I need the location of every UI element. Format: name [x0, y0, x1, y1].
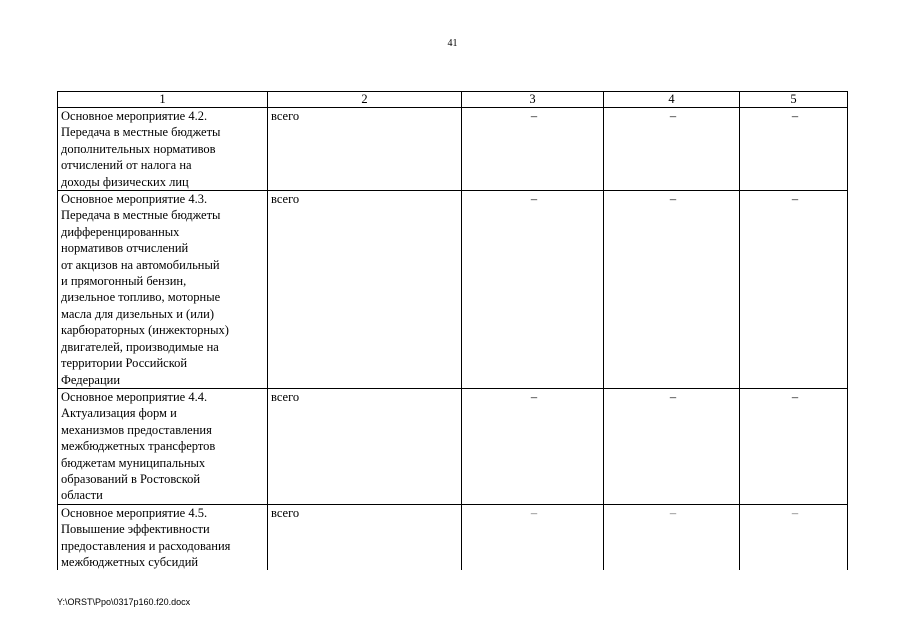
value-cell: –	[740, 504, 848, 570]
value-cell: –	[740, 108, 848, 191]
column-header: 1	[58, 92, 268, 108]
column-header: 5	[740, 92, 848, 108]
value-cell: –	[462, 388, 604, 504]
table-header-row	[58, 92, 848, 108]
activity-cell: Основное мероприятие 4.4. Актуализация форм и механизмов предоставления межбюджетных трансфертов бюджетам муниципальных образований в Ростовской области	[58, 388, 268, 504]
type-cell: всего	[268, 388, 462, 504]
value-cell: –	[604, 388, 740, 504]
column-header: 3	[462, 92, 604, 108]
page-number: 41	[447, 38, 458, 49]
type-cell: всего	[268, 504, 462, 570]
table-row	[58, 108, 848, 191]
value-cell: –	[462, 108, 604, 191]
program-table	[57, 91, 848, 570]
type-cell: всего	[268, 191, 462, 389]
value-cell: –	[740, 388, 848, 504]
value-cell: –	[462, 504, 604, 570]
table-row	[58, 504, 848, 570]
column-header: 2	[268, 92, 462, 108]
type-cell: всего	[268, 108, 462, 191]
value-cell: –	[740, 191, 848, 389]
activity-cell: Основное мероприятие 4.5. Повышение эффективности предоставления и расходования межбюджетных субсидий	[58, 504, 268, 570]
table-row	[58, 388, 848, 504]
table-row	[58, 191, 848, 389]
value-cell: –	[604, 191, 740, 389]
value-cell: –	[604, 504, 740, 570]
column-header: 4	[604, 92, 740, 108]
value-cell: –	[604, 108, 740, 191]
file-path-footer: Y:\ORST\Ppo\0317p160.f20.docx	[57, 597, 191, 607]
value-cell: –	[462, 191, 604, 389]
activity-cell: Основное мероприятие 4.2. Передача в местные бюджеты дополнительных нормативов отчислений от налога на доходы физических лиц	[58, 108, 268, 191]
activity-cell: Основное мероприятие 4.3. Передача в местные бюджеты дифференцированных нормативов отчислений от акцизов на автомобильный и прямогонный бензин, дизельное топливо, моторные масла для дизельных и (или) карбюраторных (инжекторных) двигателей, производимые на территории Российской Федерации	[58, 191, 268, 389]
